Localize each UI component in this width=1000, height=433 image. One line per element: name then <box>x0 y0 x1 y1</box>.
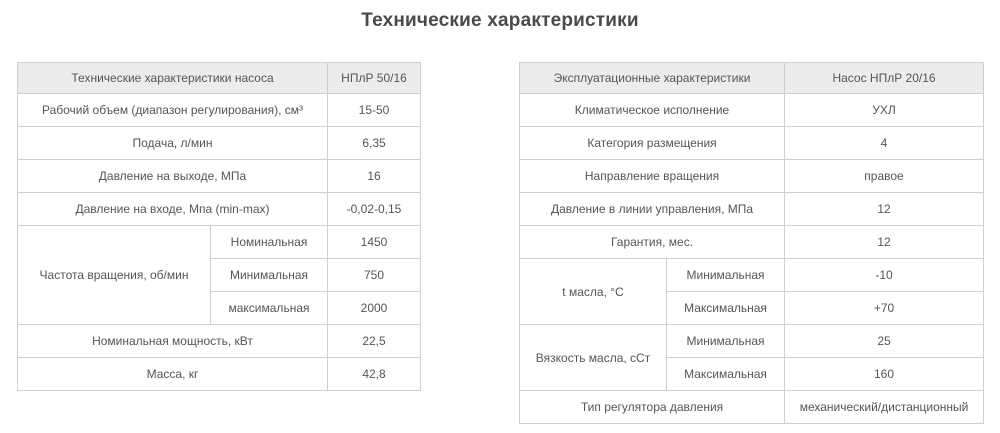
row-value: 6,35 <box>328 127 421 160</box>
row-label: Климатическое исполнение <box>520 94 785 127</box>
table-row <box>18 193 421 226</box>
row-sublabel: Минимальная <box>667 259 785 292</box>
row-value: 12 <box>785 226 984 259</box>
row-label: Тип регулятора давления <box>520 391 785 424</box>
row-label: Направление вращения <box>520 160 785 193</box>
row-value: 750 <box>328 259 421 292</box>
row-label: Давление на выходе, МПа <box>18 160 328 193</box>
table-row <box>520 94 984 127</box>
header-cell: НПлР 50/16 <box>328 63 421 94</box>
row-sublabel: Номинальная <box>211 226 328 259</box>
row-label: Подача, л/мин <box>18 127 328 160</box>
table-row <box>520 127 984 160</box>
table-row <box>520 325 984 358</box>
table-row <box>520 193 984 226</box>
row-value: 12 <box>785 193 984 226</box>
table-row <box>18 226 421 259</box>
row-value: 22,5 <box>328 325 421 358</box>
row-sublabel: Максимальная <box>667 358 785 391</box>
table-header-row <box>520 63 984 94</box>
row-value: -0,02-0,15 <box>328 193 421 226</box>
table-row <box>520 160 984 193</box>
row-value: 15-50 <box>328 94 421 127</box>
row-label: Масса, кг <box>18 358 328 391</box>
row-label: Давление в линии управления, МПа <box>520 193 785 226</box>
row-value: 160 <box>785 358 984 391</box>
row-value: правое <box>785 160 984 193</box>
row-value: -10 <box>785 259 984 292</box>
row-value: УХЛ <box>785 94 984 127</box>
table-row <box>520 226 984 259</box>
row-value: 4 <box>785 127 984 160</box>
operating-specs-table <box>519 62 984 424</box>
table-row <box>18 127 421 160</box>
row-sublabel: Минимальная <box>667 325 785 358</box>
row-group-label: Вязкость масла, сСт <box>520 325 667 391</box>
row-value: 1450 <box>328 226 421 259</box>
row-value: 25 <box>785 325 984 358</box>
table-row <box>520 259 984 292</box>
table-row <box>18 358 421 391</box>
table-row <box>520 391 984 424</box>
row-label: Давление на входе, Мпа (min-max) <box>18 193 328 226</box>
table-row <box>18 325 421 358</box>
row-label: Рабочий объем (диапазон регулирования), см³ <box>18 94 328 127</box>
table-header-row <box>18 63 421 94</box>
row-sublabel: Максимальная <box>667 292 785 325</box>
row-group-label: t масла, °С <box>520 259 667 325</box>
page-title: Технические характеристики <box>361 10 639 31</box>
row-value: +70 <box>785 292 984 325</box>
header-cell: Насос НПлР 20/16 <box>785 63 984 94</box>
header-cell: Технические характеристики насоса <box>18 63 328 94</box>
row-value: механический/дистанционный <box>785 391 984 424</box>
row-value: 42,8 <box>328 358 421 391</box>
row-label: Номинальная мощность, кВт <box>18 325 328 358</box>
row-value: 2000 <box>328 292 421 325</box>
table-row <box>18 94 421 127</box>
table-row <box>18 160 421 193</box>
row-group-label: Частота вращения, об/мин <box>18 226 211 325</box>
row-sublabel: максимальная <box>211 292 328 325</box>
row-label: Категория размещения <box>520 127 785 160</box>
header-cell: Эксплуатационные характеристики <box>520 63 785 94</box>
row-value: 16 <box>328 160 421 193</box>
row-sublabel: Минимальная <box>211 259 328 292</box>
pump-specs-table <box>17 62 421 391</box>
row-label: Гарантия, мес. <box>520 226 785 259</box>
